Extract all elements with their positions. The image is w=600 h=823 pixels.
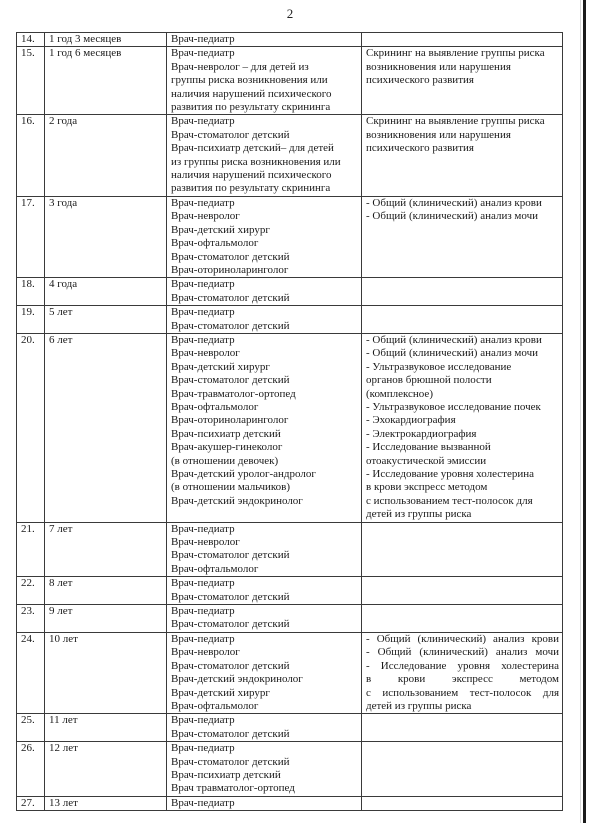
specialist-line: Врач-педиатр xyxy=(171,115,235,128)
examination-line: Скрининг на выявление группы риска xyxy=(366,115,545,128)
specialist-line: Врач-стоматолог детский xyxy=(171,549,290,562)
specialist-line: Врач-педиатр xyxy=(171,577,235,590)
table-row xyxy=(17,278,563,306)
examinations-cell xyxy=(362,115,563,196)
age-cell: 5 лет xyxy=(45,306,167,334)
specialists-cell xyxy=(167,306,362,334)
row-number-cell: 16. xyxy=(17,115,45,196)
specialist-line: Врач-невролог xyxy=(171,646,240,659)
specialist-line: наличия нарушений психического xyxy=(171,169,332,182)
specialist-line: Врач-стоматолог детский xyxy=(171,250,290,263)
specialist-line: Врач-невролог xyxy=(171,210,240,223)
table-row xyxy=(17,632,563,713)
examination-line: в крови экспресс методом xyxy=(366,481,488,494)
specialist-line: Врач травматолог-ортопед xyxy=(171,782,295,795)
examinations-cell xyxy=(362,306,563,334)
row-number-cell: 17. xyxy=(17,196,45,277)
specialist-line: Врач-психиатр детский– для детей xyxy=(171,142,334,155)
specialist-line: Врач-педиатр xyxy=(171,47,235,60)
specialist-line: Врач-педиатр xyxy=(171,632,235,645)
specialist-line: Врач-педиатр xyxy=(171,522,235,535)
specialists-cell xyxy=(167,605,362,633)
specialists-cell xyxy=(167,632,362,713)
specialist-line: Врач-офтальмолог xyxy=(171,237,259,250)
specialists-cell xyxy=(167,47,362,115)
table-row xyxy=(17,306,563,334)
specialist-line: Врач-педиатр xyxy=(171,714,235,727)
examination-line: с использованием тест-полосок для xyxy=(366,494,533,507)
specialist-line: (в отношении девочек) xyxy=(171,454,279,467)
age-cell: 10 лет xyxy=(45,632,167,713)
examinations-cell xyxy=(362,196,563,277)
specialist-line: Врач-детский хирург xyxy=(171,686,270,699)
specialist-line: Врач-педиатр xyxy=(171,605,235,618)
examination-line: - Исследование уровня холестерина xyxy=(366,468,534,480)
specialists-cell xyxy=(167,742,362,797)
table-row xyxy=(17,333,563,522)
examination-line: - Общий (клинический) анализ мочи xyxy=(366,210,539,223)
examination-line: - Общий (клинический) анализ крови xyxy=(366,196,542,209)
scan-edge-line xyxy=(583,0,586,823)
specialist-line: Врач-стоматолог детский xyxy=(171,128,290,141)
examinations-cell xyxy=(362,33,563,47)
table-row xyxy=(17,522,563,577)
age-cell: 2 года xyxy=(45,115,167,196)
examination-line: органов брюшной полости xyxy=(366,374,492,387)
row-number-cell: 27. xyxy=(17,796,45,810)
row-number-cell: 19. xyxy=(17,306,45,334)
table-row xyxy=(17,742,563,797)
age-cell: 8 лет xyxy=(45,577,167,605)
age-cell: 9 лет xyxy=(45,605,167,633)
row-number-cell: 18. xyxy=(17,278,45,306)
examinations-cell xyxy=(362,796,563,810)
examination-line: в крови экспресс методом xyxy=(366,673,559,686)
specialist-line: Врач-психиатр детский xyxy=(171,768,281,781)
table-row xyxy=(17,714,563,742)
specialist-line: (в отношении мальчиков) xyxy=(171,481,291,494)
specialists-cell xyxy=(167,796,362,810)
specialists-cell xyxy=(167,522,362,577)
table-row xyxy=(17,33,563,47)
row-number-cell: 14. xyxy=(17,33,45,47)
specialist-line: Врач-детский хирург xyxy=(171,360,270,373)
specialist-line: Врач-педиатр xyxy=(171,742,235,755)
specialist-line: из группы риска возникновения или xyxy=(171,155,341,168)
specialist-line: Врач-педиатр xyxy=(171,306,235,319)
specialist-line: Врач-детский хирург xyxy=(171,223,270,236)
specialist-line: группы риска возникновения или xyxy=(171,74,328,87)
specialist-line: Врач-акушер-гинеколог xyxy=(171,441,283,454)
examination-line: - Общий (клинический) анализ крови xyxy=(366,333,542,346)
specialist-line: Врач-детский эндокринолог xyxy=(171,494,303,507)
row-number-cell: 22. xyxy=(17,577,45,605)
specialist-line: Врач-стоматолог детский xyxy=(171,374,290,387)
specialist-line: Врач-офтальмолог xyxy=(171,699,259,712)
specialist-line: Врач-педиатр xyxy=(171,796,235,809)
specialist-line: развития по результату скрининга xyxy=(171,101,331,114)
age-cell: 7 лет xyxy=(45,522,167,577)
age-cell: 1 год 3 месяцев xyxy=(45,33,167,47)
specialists-cell xyxy=(167,33,362,47)
age-cell: 6 лет xyxy=(45,333,167,522)
specialists-cell xyxy=(167,333,362,522)
age-cell: 13 лет xyxy=(45,796,167,810)
page-number: 2 xyxy=(286,6,294,21)
examinations-cell xyxy=(362,632,563,713)
row-number-cell: 25. xyxy=(17,714,45,742)
examination-line: возникновения или нарушения xyxy=(366,60,511,73)
specialist-line: Врач-стоматолог детский xyxy=(171,755,290,768)
examination-line: - Ультразвуковое исследование xyxy=(366,360,512,373)
examination-line: - Электрокардиография xyxy=(366,427,477,440)
specialists-cell xyxy=(167,115,362,196)
examination-line: возникновения или нарушения xyxy=(366,128,511,141)
row-number-cell: 23. xyxy=(17,605,45,633)
table-row xyxy=(17,796,563,810)
specialists-cell xyxy=(167,196,362,277)
examination-line: - Эхокардиография xyxy=(366,414,456,427)
examinations-cell xyxy=(362,47,563,115)
table-row xyxy=(17,577,563,605)
specialists-cell xyxy=(167,278,362,306)
examination-line: - Общий (клинический) анализ мочи xyxy=(366,646,559,659)
examination-line: детей из группы риска xyxy=(366,699,472,712)
scan-edge-shadow xyxy=(580,0,581,823)
examinations-cell xyxy=(362,742,563,797)
table-body xyxy=(17,33,563,811)
examination-line: - Общий (клинический) анализ крови xyxy=(366,632,559,645)
examinations-cell xyxy=(362,522,563,577)
table-row xyxy=(17,196,563,277)
specialist-line: Врач-педиатр xyxy=(171,333,235,346)
specialist-line: Врач-стоматолог детский xyxy=(171,291,290,304)
specialist-line: Врач-травматолог-ортопед xyxy=(171,387,296,400)
examinations-cell xyxy=(362,278,563,306)
examinations-cell xyxy=(362,714,563,742)
age-cell: 4 года xyxy=(45,278,167,306)
age-cell: 3 года xyxy=(45,196,167,277)
specialist-line: развития по результату скрининга xyxy=(171,182,331,195)
examination-line: с использованием тест-полосок для xyxy=(366,686,559,699)
specialists-cell xyxy=(167,714,362,742)
examination-line: - Ультразвуковое исследование почек xyxy=(366,400,541,413)
examination-line: психического развития xyxy=(366,74,474,87)
examinations-cell xyxy=(362,333,563,522)
examination-line: - Исследование уровня холестерина xyxy=(366,659,559,672)
specialist-line: Врач-педиатр xyxy=(171,196,235,209)
specialist-line: Врач-оториноларинголог xyxy=(171,414,289,427)
examination-line: детей из группы риска xyxy=(366,508,472,521)
specialist-line: Врач-невролог xyxy=(171,536,240,549)
specialist-line: наличия нарушений психического xyxy=(171,87,332,100)
table-row xyxy=(17,47,563,115)
examination-line: психического развития xyxy=(366,142,474,155)
specialist-line: Врач-невролог – для детей из xyxy=(171,60,309,73)
age-cell: 1 год 6 месяцев xyxy=(45,47,167,115)
specialist-line: Врач-детский эндокринолог xyxy=(171,673,303,686)
examination-line: - Общий (клинический) анализ мочи xyxy=(366,347,539,360)
specialist-line: Врач-стоматолог детский xyxy=(171,319,290,332)
specialist-line: Врач-стоматолог детский xyxy=(171,618,290,631)
table-row xyxy=(17,605,563,633)
row-number-cell: 20. xyxy=(17,333,45,522)
row-number-cell: 26. xyxy=(17,742,45,797)
row-number-cell: 21. xyxy=(17,522,45,577)
specialist-line: Врач-офтальмолог xyxy=(171,400,259,413)
specialist-line: Врач-офтальмолог xyxy=(171,562,259,575)
examinations-cell xyxy=(362,577,563,605)
specialist-line: Врач-педиатр xyxy=(171,33,235,45)
specialist-line: Врач-невролог xyxy=(171,347,240,360)
examination-line: (комплексное) xyxy=(366,387,433,400)
specialist-line: Врач-психиатр детский xyxy=(171,427,281,440)
specialist-line: Врач-педиатр xyxy=(171,278,235,291)
examination-schedule-table xyxy=(16,32,563,811)
table-row xyxy=(17,115,563,196)
examination-line: Скрининг на выявление группы риска xyxy=(366,47,545,60)
specialist-line: Врач-стоматолог детский xyxy=(171,659,290,672)
specialists-cell xyxy=(167,577,362,605)
age-cell: 12 лет xyxy=(45,742,167,797)
examination-line: - Исследование вызванной xyxy=(366,441,491,454)
row-number-cell: 24. xyxy=(17,632,45,713)
examinations-cell xyxy=(362,605,563,633)
examination-line: отоакустической эмиссии xyxy=(366,454,487,467)
age-cell: 11 лет xyxy=(45,714,167,742)
specialist-line: Врач-детский уролог-андролог xyxy=(171,468,316,480)
row-number-cell: 15. xyxy=(17,47,45,115)
specialist-line: Врач-оториноларинголог xyxy=(171,263,289,276)
specialist-line: Врач-стоматолог детский xyxy=(171,590,290,603)
specialist-line: Врач-стоматолог детский xyxy=(171,727,290,740)
